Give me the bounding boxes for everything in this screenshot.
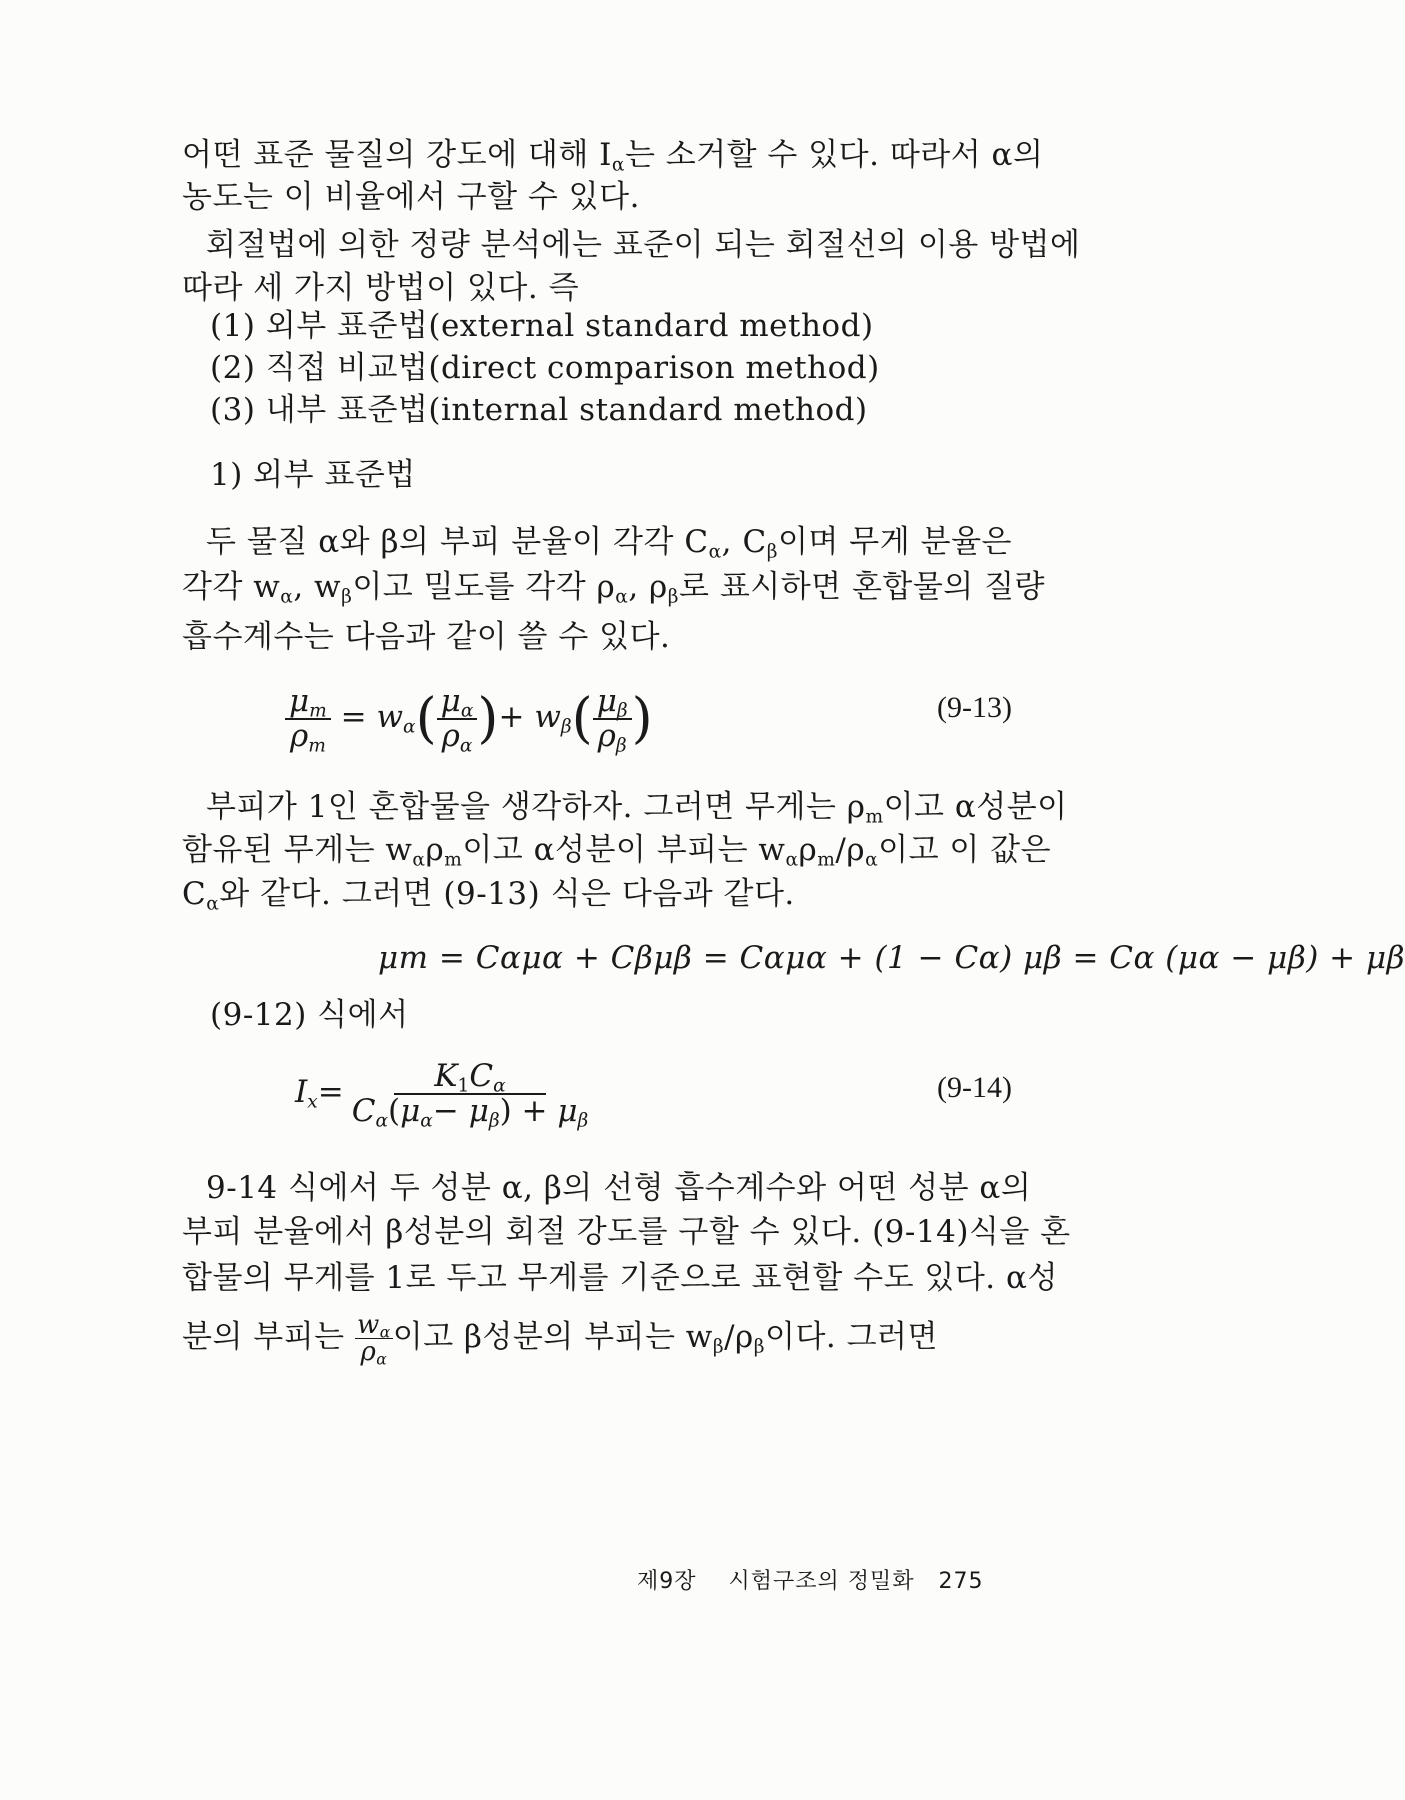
page-number: 275 — [938, 1569, 984, 1594]
paragraph-6-line-2: 부피 분율에서 β성분의 회절 강도를 구할 수 있다. (9-14)식을 혼 — [182, 1214, 1071, 1250]
paragraph-3-line-3: 흡수계수는 다음과 같이 쓸 수 있다. — [182, 619, 671, 655]
equation-number-9-14: (9-14) — [937, 1071, 1012, 1104]
equation-9-14: $I_x=$ $\frac{K_1C_\alpha}{C_\alpha(\mu_\alpha- \mu_\beta) + \mu_\beta}$ — [295, 1058, 589, 1132]
paragraph-6-line-3: 합물의 무게를 1로 두고 무게를 기준으로 표현할 수도 있다. α성 — [182, 1260, 1058, 1296]
paragraph-2-line-1: 회절법에 의한 정량 분석에는 표준이 되는 회절선의 이용 방법에 — [206, 227, 1081, 263]
paragraph-6-line-4: 분의 부피는 $\frac{w_\alpha}{\rho_\alpha}$ 이고 β성분의 부피는 $w_\beta/\rho_\beta$이다. 그러면 — [182, 1310, 938, 1369]
equation-mixture-absorption: μm = Cαμα + Cβμβ = Cαμα + (1 − Cα) μβ = Cα (μα − μβ) + μβ — [378, 940, 1405, 976]
method-item-1: (1) 외부 표준법(external standard method) — [210, 308, 874, 344]
page-footer — [637, 1567, 984, 1597]
paragraph-3-line-1: 두 물질 α와 β의 부피 분율이 각각 $C_\alpha$, $C_\beta$이며 무게 분율은 — [206, 524, 1012, 563]
paragraph-4-line-2: 함유된 무게는 $w_\alpha\rho_m$이고 α성분이 부피는 $w_\alpha\rho_m/\rho_\alpha$이고 이 값은 — [182, 832, 1052, 871]
paragraph-1-line-2: 농도는 이 비율에서 구할 수 있다. — [182, 179, 640, 215]
method-item-2: (2) 직접 비교법(direct comparison method) — [210, 350, 880, 386]
footer-chapter: 제9장 — [637, 1569, 697, 1594]
paragraph-5: (9-12) 식에서 — [210, 997, 409, 1033]
paragraph-3-line-2: 각각 $w_\alpha$, $w_\beta$이고 밀도를 각각 $\rho_\alpha$, $\rho_\beta$로 표시하면 혼합물의 질량 — [182, 569, 1045, 608]
paragraph-4-line-1: 부피가 1인 혼합물을 생각하자. 그러면 무게는 $\rho_m$이고 α성분이 — [206, 789, 1068, 828]
paragraph-4-line-3: $C_\alpha$와 같다. 그러면 (9-13) 식은 다음과 같다. — [182, 876, 795, 915]
section-heading: 1) 외부 표준법 — [210, 457, 416, 493]
paragraph-6-line-1: 9-14 식에서 두 성분 α, β의 선형 흡수계수와 어떤 성분 α의 — [206, 1170, 1032, 1206]
equation-9-13: $\frac{\mu_m}{\rho_m}$ = $w_\alpha$( $\frac{\mu_\alpha}{\rho_\alpha}$ )+ $w_\beta$( $\frac{\mu_\beta}{\rho_\beta}$ ) — [285, 685, 653, 752]
method-item-3: (3) 내부 표준법(internal standard method) — [210, 392, 868, 428]
inline-fraction: $\frac{w_\alpha}{\rho_\alpha}$ — [356, 1310, 391, 1369]
footer-title: 시험구조의 정밀화 — [728, 1569, 915, 1594]
paragraph-1-line-1: 어떤 표준 물질의 강도에 대해 $I_\alpha$는 소거할 수 있다. 따라서 α의 — [182, 137, 1044, 176]
paragraph-2-line-2: 따라 세 가지 방법이 있다. 즉 — [182, 270, 580, 306]
equation-number-9-13: (9-13) — [937, 691, 1012, 724]
